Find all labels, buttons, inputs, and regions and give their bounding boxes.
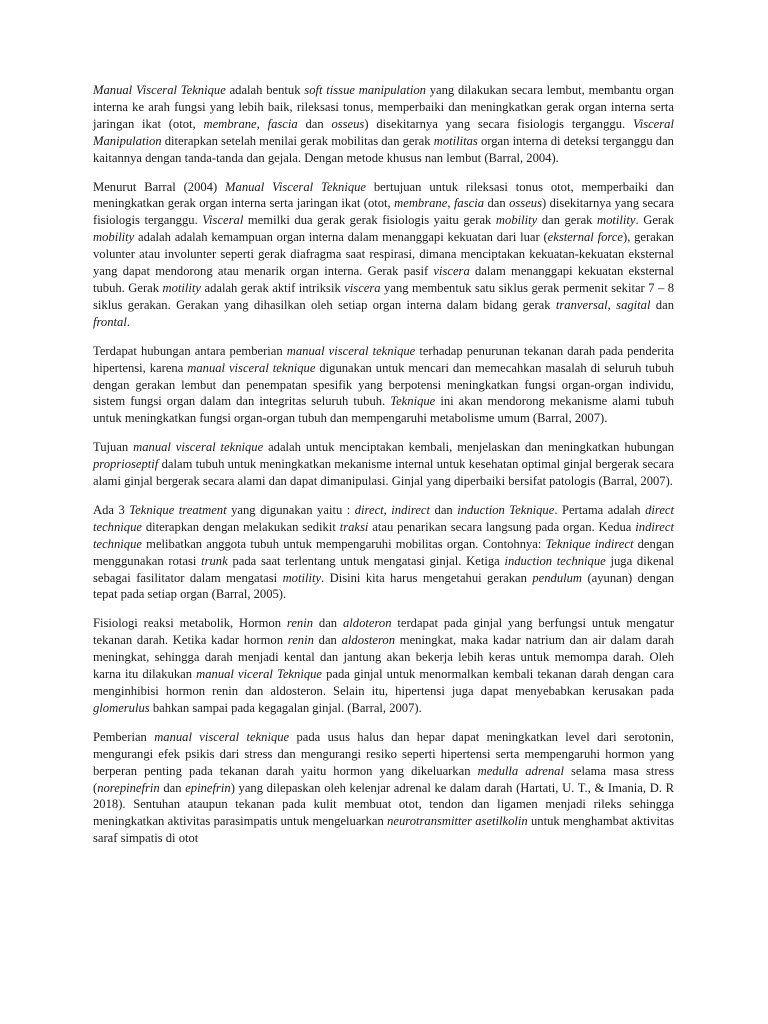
italic-term: indirect technique (93, 519, 674, 551)
italic-term: eksternal force (547, 230, 623, 245)
paragraph-5 (93, 502, 674, 603)
italic-term: motility (282, 570, 322, 585)
italic-term: mobility (495, 213, 538, 228)
italic-term: induction technique (504, 553, 606, 568)
text-run: adalah untuk menciptakan kembali, menjelaskan dan meningkatkan hubungan (263, 440, 674, 455)
text-run: . Pertama adalah (554, 502, 646, 517)
text-run: untuk menghambat aktivitas saraf simpatis di otot (93, 814, 674, 846)
italic-term: induction Teknique (457, 502, 555, 517)
italic-term: epinefrin (185, 780, 231, 795)
italic-term: frontal (93, 314, 127, 329)
text-run: adalah bentuk (225, 83, 305, 97)
text-run: atau penarikan secara langsung pada organ. Kedua (368, 519, 636, 534)
italic-term: aldosteron (341, 633, 396, 648)
text-run: diterapkan setelah menilai gerak mobilitas dan gerak (161, 133, 434, 148)
text-run: yang dilakukan secara lembut, membantu organ interna ke arah fungsi yang lebih baik, rileksasi tonus, memperbaiki dan meningkatkan gerak organ interna serta jaringan ikat (otot, (93, 83, 674, 131)
italic-term: sagital (616, 297, 651, 312)
italic-term: fascia (453, 196, 485, 211)
text-run: bahkan sampai pada kegagalan ginjal. (Barral, 2007). (149, 700, 422, 715)
italic-term: motility (162, 280, 202, 295)
text-run: ) disekitarnya yang secara fisiologis terganggu. (364, 116, 633, 131)
text-run: , (607, 297, 617, 312)
italic-term: motility (597, 213, 636, 228)
paragraph-1 (93, 82, 674, 167)
text-run: digunakan untuk mencari dan memecahkan masalah di seluruh tubuh dengan gerakan lembut dan penempatan spesifik yang berpotensi meningkatkan fungsi organ-organ individu, sistem fungsi organ dalam dan integritas seluruh tubuh. (93, 360, 674, 409)
text-run: dan (313, 633, 342, 648)
italic-term: mobility (93, 230, 135, 245)
text-run: dan gerak (537, 213, 598, 228)
italic-term: Manual Visceral Teknique (93, 83, 226, 97)
italic-term: Manual Visceral Teknique (225, 179, 367, 194)
italic-term: Teknique (390, 394, 436, 409)
text-run: Pemberian (93, 729, 155, 744)
text-run: selama masa stress ( (93, 763, 674, 795)
italic-term: aldoteron (342, 616, 392, 631)
paragraph-6 (93, 615, 674, 716)
text-run: Fisiologi reaksi metabolik, Hormon (93, 616, 287, 631)
text-run: dan (313, 616, 343, 631)
text-run: ) disekitarnya yang secara fisiologis terganggu. (93, 196, 675, 228)
text-run: adalah gerak aktif intriksik (201, 280, 345, 295)
italic-term: soft tissue manipulation (304, 83, 426, 97)
italic-term: direct, indirect (354, 502, 431, 517)
text-run: terhadap penurunan tekanan darah pada penderita hipertensi, karena (93, 343, 674, 375)
text-run: pada saat terlentang untuk mengatasi ginjal. Ketiga (227, 553, 505, 568)
text-run: Menurut Barral (2004) (93, 179, 226, 194)
italic-term: Teknique indirect (545, 536, 634, 551)
text-run: pada usus halus dan hepar dapat meningkatkan level dari serotonin, mengurangi efek psikis dari stress dan mengurangi resiko seperti hipertensi serta mempengaruhi hormon yang berperan penting pada tekanan darah yaitu hormon yang dikeluarkan (93, 729, 674, 778)
text-run: dengan menggunakan rotasi (93, 536, 674, 568)
italic-term: manual visceral teknique (154, 729, 290, 744)
text-run: melibatkan anggota tubuh untuk mempengaruhi mobilitas organ. Contohnya: (141, 536, 546, 551)
text-run: Ada 3 (93, 502, 130, 517)
italic-term: trunk (201, 553, 228, 568)
italic-term: proprioseptif (93, 457, 159, 472)
text-run: dan (430, 502, 458, 517)
paragraph-2 (93, 179, 674, 331)
italic-term: motilitas (433, 133, 478, 148)
italic-term: traksi (339, 519, 369, 534)
italic-term: pendulum (532, 570, 583, 585)
italic-term: Teknique treatment (129, 502, 227, 517)
text-run: ini akan mendorong mekanisme alami tubuh untuk meningkatkan fungsi organ-organ tubuh dan mempengaruhi metabolisme umum (Barral, 2007). (93, 394, 675, 426)
text-run: ), gerakan volunter atau involunter seperti gerak diafragma saat respirasi, dimana menciptakan kekuatan-kekuatan eksternal yang dapat mendorong atau menarik organ interna. Gerak pasif (93, 230, 674, 279)
italic-term: manual visceral teknique (133, 440, 264, 455)
text-run: meningkat, maka kadar natrium dan air dalam darah meningkat, sehingga darah menjadi kental dan jantung akan bekerja lebih keras untuk memompa darah. Oleh karna itu dilakukan (93, 633, 675, 682)
document-body (93, 82, 674, 859)
text-run: juga dikenal sebagai fasilitator dalam mengatasi (93, 553, 674, 585)
italic-term: osseus (331, 116, 365, 131)
text-run: pada ginjal untuk menormalkan kembali tekanan darah dengan cara menginhibisi hormon renin dan aldosteron. Selain itu, hipertensi juga dapat menyebabkan kerusakan pada (93, 667, 674, 698)
text-run: (ayunan) dengan tepat pada setiap organ (Barral, 2005). (93, 570, 674, 602)
text-run: diterapkan dengan melakukan sedikit (141, 519, 340, 534)
italic-term: tranversal (555, 297, 608, 312)
italic-term: manual visceral teknique (286, 343, 416, 358)
text-run: bertujuan untuk rileksasi tonus otot, memperbaiki dan meningkatkan gerak organ interna serta jaringan ikat (otot, (93, 179, 675, 211)
italic-term: neurotransmitter asetilkolin (387, 814, 528, 829)
text-run: dan (484, 196, 510, 211)
text-run: yang membentuk satu siklus gerak permenit sekitar 7 – 8 siklus gerakan. Gerakan yang dihasilkan oleh setiap organ interna dalam bidang gerak (93, 280, 674, 312)
text-run: . Disini kita harus mengetahui gerakan (321, 570, 533, 585)
italic-term: membrane (394, 196, 448, 211)
text-run: dan (159, 780, 186, 795)
italic-term: viscera (344, 280, 381, 295)
italic-term: manual viceral Teknique (196, 667, 323, 682)
italic-term: medulla adrenal (477, 763, 564, 778)
text-run: dalam menanggapi kekuatan eksternal tubuh. Gerak (93, 264, 674, 295)
italic-term: Visceral (202, 213, 244, 228)
italic-term: manual visceral teknique (187, 360, 316, 375)
text-run: , (447, 196, 454, 211)
text-run: Tujuan (93, 440, 134, 455)
paragraph-7 (93, 729, 674, 847)
italic-term: renin (286, 616, 314, 631)
italic-term: glomerulus (93, 700, 150, 715)
text-run: organ interna di deteksi terganggu dan kaitannya dengan tanda-tanda dan gejala. Dengan metode khusus nan lembut (Barral, 2004). (93, 133, 674, 165)
text-run: terdapat pada ginjal yang berfungsi untuk mengatur tekanan darah. Ketika kadar hormon (93, 616, 674, 648)
italic-term: norepinefrin (97, 780, 160, 795)
italic-term: osseus (509, 196, 542, 211)
italic-term: Visceral Manipulation (93, 116, 674, 148)
paragraph-3 (93, 343, 674, 428)
text-run: dalam tubuh untuk meningkatkan mekanisme internal untuk kesehatan optimal ginjal bergerak secara alami ginjal bergerak secara alami dan dapat dimanipulasi. Ginjal yang diperbaiki bersifat patologis (Barral, 2007). (93, 457, 674, 489)
text-run: dan (650, 297, 674, 312)
italic-term: direct technique (93, 502, 675, 534)
text-run: . (126, 314, 130, 329)
text-run: adalah adalah kemampuan organ interna dalam menanggapi kekuatan dari luar ( (134, 230, 548, 245)
italic-term: membrane, fascia (203, 116, 298, 131)
text-run: yang digunakan yaitu : (226, 502, 355, 517)
italic-term: renin (287, 633, 314, 648)
italic-term: viscera (433, 264, 470, 279)
text-run: ) yang dilepaskan oleh kelenjar adrenal ke dalam darah (Hartati, U. T., & Imania, D. R 2018). Sentuhan ataupun tekanan pada kulit membuat otot, tendon dan ligamen menjadi rileks sehingga meningkatkan aktivitas parasimpatis untuk mengeluarkan (93, 780, 674, 829)
paragraph-4 (93, 439, 674, 490)
text-run: dan (297, 116, 332, 131)
text-run: . Gerak (635, 213, 674, 228)
text-run: memilki dua gerak gerak fisiologis yaitu gerak (243, 213, 496, 228)
text-run: Terdapat hubungan antara pemberian (93, 343, 287, 358)
